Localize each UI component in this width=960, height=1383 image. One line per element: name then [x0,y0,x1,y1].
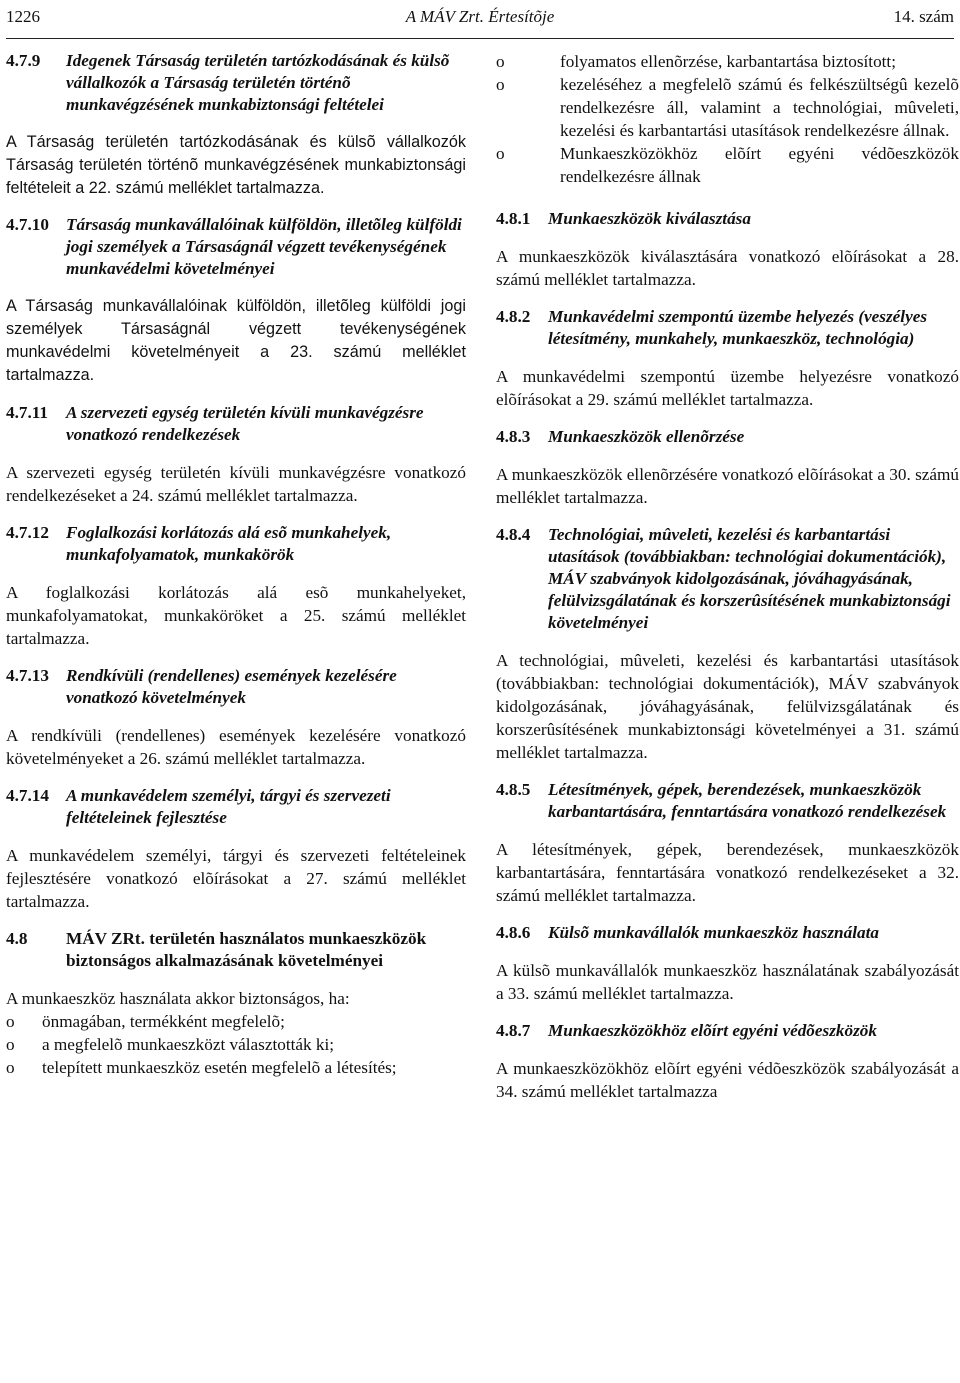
section-number: 4.7.12 [6,522,49,542]
section-title: Munkaeszközök kiválasztása [548,209,751,228]
section-number: 4.7.11 [6,402,49,422]
list-item-text: a megfelelõ munkaeszközt választották ki; [42,1034,335,1054]
journal-title: A MÁV Zrt. Értesítõje [405,7,555,26]
section-body-4-8-7: A munkaeszközökhöz elõírt egyéni védõeszközök szabályozását a 34. számú melléklet tartalmazza [496,1059,959,1101]
section-body-4-8-5: A létesítmények, gépek, berendezések, munkaeszközök karbantartására, fenntartására vonatkozó rendelkezéseket a 32. számú melléklet tartalmazza. [496,840,959,905]
section-title: Külsõ munkavállalók munkaeszköz használata [548,923,879,942]
left-column [6,50,466,1093]
list-item [6,1010,466,1033]
section-title: Munkavédelmi szempontú üzembe helyezés (veszélyes létesítmény, munkahely, munkaeszköz, technológia) [548,307,928,348]
section-title: Technológiai, mûveleti, kezelési és karbantartási utasítások (továbbiakban: technológiai dokumentációk), MÁV szabványok kidolgozásának, jóváhagyásának, felülvizsgálatának és korszerûsítésének munkabiztonsági követelményei [548,525,951,632]
section-title: Munkaeszközök ellenõrzése [548,427,745,446]
section-heading-4-7-9 [6,50,466,116]
bullet-marker: o [496,144,505,163]
section-number: 4.7.9 [6,51,41,70]
page-header [6,0,954,39]
section-number: 4.8.2 [496,307,531,326]
section-body-4-8-4: A technológiai, mûveleti, kezelési és karbantartási utasítások (továbbiakban: technológiai dokumentációk), MÁV szabványok kidolgozásának, jóváhagyásának, felülvizsgálatának és korszerûsítésének munkabiztonsági követelményei a 31. számú melléklet tartalmazza. [496,651,959,762]
section-number: 4.7.13 [6,665,49,685]
section-heading-4-8-5 [496,779,959,823]
section-title: Munkaeszközökhöz elõírt egyéni védõeszközök [548,1021,877,1040]
list-item [6,1033,466,1056]
issue-number: 14. szám [893,7,954,26]
section-body-4-8-6: A külsõ munkavállalók munkaeszköz használatának szabályozását a 33. számú melléklet tartalmazza. [496,961,959,1003]
section-heading-4-8-4 [496,524,959,634]
section-heading-4-7-14 [6,785,466,829]
condition-list [6,1010,466,1079]
section-intro-4-8: A munkaeszköz használata akkor biztonságos, ha: [6,988,350,1008]
section-number: 4.8.3 [496,427,531,446]
bullet-marker: o [6,1057,15,1077]
section-heading-4-8-3 [496,426,959,448]
section-heading-4-7-10 [6,214,466,280]
section-title: Foglalkozási korlátozás alá esõ munkahelyek, munkafolyamatok, munkakörök [66,522,392,564]
list-item-text: önmagában, termékként megfelelõ; [42,1011,285,1031]
section-body-4-7-10: A Társaság munkavállalóinak külföldön, illetõleg külföldi jogi személyek Társaságnál végzett tevékenységének munkavédelmi követelményeit a 23. számú melléklet tartalmazza. [6,297,466,384]
list-item-text: folyamatos ellenõrzése, karbantartása biztosított; [560,52,896,71]
list-item [496,50,959,73]
bullet-marker: o [496,75,505,94]
section-number: 4.8.7 [496,1021,531,1040]
section-title: Rendkívüli (rendellenes) események kezelésére vonatkozó követelmények [66,665,397,707]
section-body-4-7-9: A Társaság területén tartózkodásának és külsõ vállalkozók Társaság területén történõ munkavégzésének munkabiztonsági feltételeit a 22. számú melléklet tartalmazza. [6,133,466,197]
section-number: 4.8 [6,928,28,948]
section-title: MÁV ZRt. területén használatos munkaeszközök biztonságos alkalmazásának követelményei [66,928,427,970]
page-number: 1226 [6,7,40,26]
section-body-4-7-11: A szervezeti egység területén kívüli munkavégzésre vonatkozó rendelkezéseket a 24. számú melléklet tartalmazza. [6,462,466,505]
section-number: 4.8.6 [496,923,531,942]
bullet-marker: o [496,52,505,71]
list-item [496,142,959,188]
section-body-4-7-13: A rendkívüli (rendellenes) események kezelésére vonatkozó követelményeket a 26. számú melléklet tartalmazza. [6,725,466,768]
section-title: Társaság munkavállalóinak külföldön, illetõleg külföldi jogi személyek a Társaságnál végzett tevékenységének munkavédelmi követelményei [66,215,462,279]
list-item [6,1056,466,1079]
section-number: 4.8.4 [496,525,531,544]
list-item-text: Munkaeszközökhöz elõírt egyéni védõeszközök rendelkezésre állnak [560,144,959,186]
section-number: 4.7.14 [6,785,49,805]
section-number: 4.7.10 [6,215,49,235]
section-title: Létesítmények, gépek, berendezések, munkaeszközök karbantartására, fenntartására vonatkozó rendelkezések [548,780,947,821]
section-body-4-8-3: A munkaeszközök ellenõrzésére vonatkozó elõírásokat a 30. számú melléklet tartalmazza. [496,465,959,507]
section-heading-4-8-2 [496,306,959,350]
section-heading-4-7-11 [6,402,466,446]
list-item [496,73,959,142]
section-heading-4-7-12 [6,522,466,566]
bullet-marker: o [6,1034,15,1054]
section-title: Idegenek Társaság területén tartózkodásának és külsõ vállalkozók a Társaság területén történõ munkavégzésének munkabiztonsági feltételei [66,51,450,114]
section-body-4-7-12: A foglalkozási korlátozás alá esõ munkahelyeket, munkafolyamatokat, munkaköröket a 25. számú melléklet tartalmazza. [6,582,466,648]
section-heading-4-8-1 [496,208,959,230]
list-item-text: telepített munkaeszköz esetén megfelelõ a létesítés; [42,1057,397,1077]
right-column [496,50,959,1118]
bullet-marker: o [6,1011,15,1031]
section-number: 4.8.5 [496,780,531,799]
section-heading-4-8-7 [496,1020,959,1042]
section-heading-4-8 [6,928,466,972]
list-item-text: kezeléséhez a megfelelõ számú és felkészültségû kezelõ rendelkezésre áll, valamint a technológiai, mûveleti, kezelési és karbantartási utasítások rendelkezésre állnak. [560,75,959,140]
section-title: A munkavédelem személyi, tárgyi és szervezeti feltételeinek fejlesztése [66,785,391,827]
condition-list-continued [496,50,959,188]
section-heading-4-8-6 [496,922,959,944]
section-number: 4.8.1 [496,209,531,228]
section-body-4-8-2: A munkavédelmi szempontú üzembe helyezésre vonatkozó elõírásokat a 29. számú melléklet tartalmazza. [496,367,959,409]
section-body-4-7-14: A munkavédelem személyi, tárgyi és szervezeti feltételeinek fejlesztésére vonatkozó elõírásokat a 27. számú melléklet tartalmazza. [6,845,466,911]
section-title: A szervezeti egység területén kívüli munkavégzésre vonatkozó rendelkezések [66,402,424,444]
section-heading-4-7-13 [6,665,466,709]
section-body-4-8-1: A munkaeszközök kiválasztására vonatkozó elõírásokat a 28. számú melléklet tartalmazza. [496,247,959,289]
